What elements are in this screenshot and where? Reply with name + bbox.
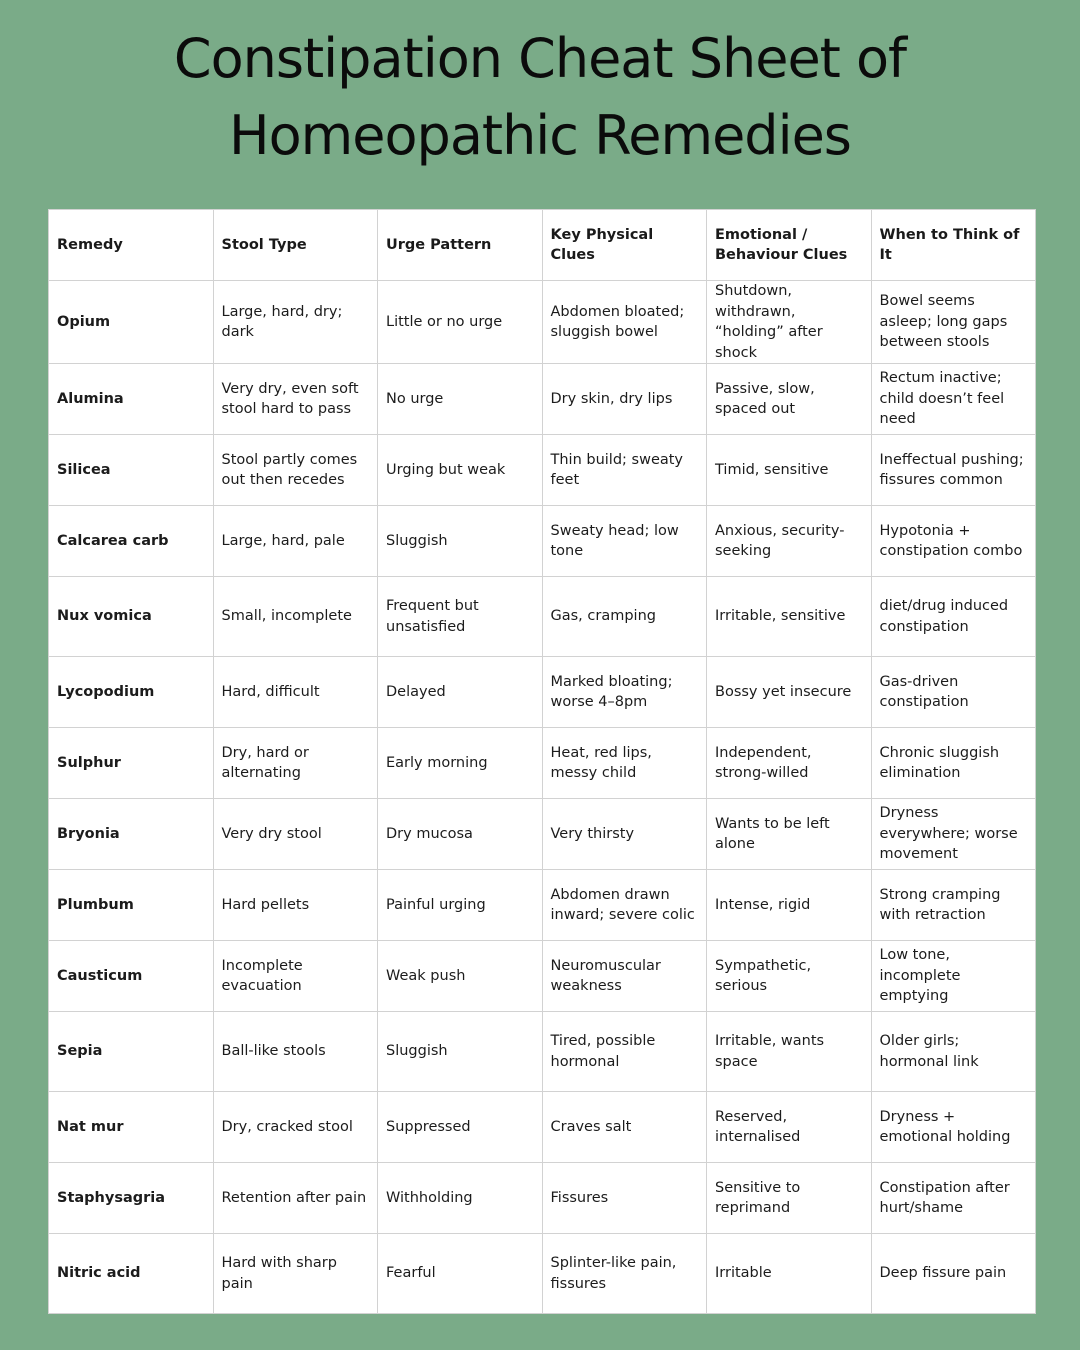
- physical-clues-cell: Heat, red lips, messy child: [542, 728, 707, 799]
- when-to-think-cell: Constipation after hurt/shame: [871, 1163, 1036, 1234]
- when-to-think-cell: Bowel seems asleep; long gaps between stools: [871, 281, 1036, 364]
- stool-type-cell: Hard, difficult: [213, 657, 378, 728]
- remedies-table-container: [48, 209, 1035, 1292]
- stool-type-cell: Very dry, even soft stool hard to pass: [213, 364, 378, 435]
- emotional-clues-cell: Bossy yet insecure: [707, 657, 872, 728]
- stool-type-cell: Very dry stool: [213, 799, 378, 870]
- when-to-think-cell: diet/drug induced constipation: [871, 577, 1036, 657]
- page-title: [0, 20, 1080, 174]
- urge-pattern-cell: Weak push: [378, 941, 543, 1012]
- physical-clues-cell: Sweaty head; low tone: [542, 506, 707, 577]
- table-row: [49, 657, 1036, 728]
- emotional-clues-cell: Sensitive to reprimand: [707, 1163, 872, 1234]
- when-to-think-cell: Hypotonia + constipation combo: [871, 506, 1036, 577]
- stool-type-cell: Large, hard, dry; dark: [213, 281, 378, 364]
- emotional-clues-cell: Intense, rigid: [707, 870, 872, 941]
- remedy-cell: Calcarea carb: [49, 506, 214, 577]
- remedies-table: [48, 209, 1036, 1314]
- emotional-clues-cell: Independent, strong-willed: [707, 728, 872, 799]
- urge-pattern-cell: Suppressed: [378, 1092, 543, 1163]
- physical-clues-cell: Tired, possible hormonal: [542, 1012, 707, 1092]
- remedy-cell: Nux vomica: [49, 577, 214, 657]
- physical-clues-cell: Fissures: [542, 1163, 707, 1234]
- urge-pattern-cell: Urging but weak: [378, 435, 543, 506]
- emotional-clues-cell: Shutdown, withdrawn, “holding” after shock: [707, 281, 872, 364]
- table-row: [49, 1234, 1036, 1314]
- table-row: [49, 1092, 1036, 1163]
- emotional-clues-cell: Irritable: [707, 1234, 872, 1314]
- header-stool-type: Stool Type: [213, 210, 378, 281]
- when-to-think-cell: Dryness everywhere; worse movement: [871, 799, 1036, 870]
- header-key-physical-clues: Key Physical Clues: [542, 210, 707, 281]
- stool-type-cell: Retention after pain: [213, 1163, 378, 1234]
- table-row: [49, 941, 1036, 1012]
- emotional-clues-cell: Sympathetic, serious: [707, 941, 872, 1012]
- remedy-cell: Lycopodium: [49, 657, 214, 728]
- remedy-cell: Nat mur: [49, 1092, 214, 1163]
- title-line-1: Constipation Cheat Sheet of: [173, 27, 907, 90]
- physical-clues-cell: Marked bloating; worse 4–8pm: [542, 657, 707, 728]
- when-to-think-cell: Low tone, incomplete emptying: [871, 941, 1036, 1012]
- table-row: [49, 870, 1036, 941]
- emotional-clues-cell: Anxious, security-seeking: [707, 506, 872, 577]
- table-row: [49, 1163, 1036, 1234]
- emotional-clues-cell: Wants to be left alone: [707, 799, 872, 870]
- urge-pattern-cell: Painful urging: [378, 870, 543, 941]
- header-when-to-think: When to Think of It: [871, 210, 1036, 281]
- urge-pattern-cell: Dry mucosa: [378, 799, 543, 870]
- urge-pattern-cell: No urge: [378, 364, 543, 435]
- urge-pattern-cell: Sluggish: [378, 1012, 543, 1092]
- when-to-think-cell: Rectum inactive; child doesn’t feel need: [871, 364, 1036, 435]
- urge-pattern-cell: Delayed: [378, 657, 543, 728]
- emotional-clues-cell: Irritable, sensitive: [707, 577, 872, 657]
- physical-clues-cell: Abdomen drawn inward; severe colic: [542, 870, 707, 941]
- when-to-think-cell: Chronic sluggish elimination: [871, 728, 1036, 799]
- table-row: [49, 364, 1036, 435]
- stool-type-cell: Hard with sharp pain: [213, 1234, 378, 1314]
- remedy-cell: Bryonia: [49, 799, 214, 870]
- stool-type-cell: Ball-like stools: [213, 1012, 378, 1092]
- table-row: [49, 728, 1036, 799]
- remedy-cell: Nitric acid: [49, 1234, 214, 1314]
- urge-pattern-cell: Fearful: [378, 1234, 543, 1314]
- stool-type-cell: Hard pellets: [213, 870, 378, 941]
- physical-clues-cell: Splinter-like pain, fissures: [542, 1234, 707, 1314]
- physical-clues-cell: Gas, cramping: [542, 577, 707, 657]
- remedy-cell: Opium: [49, 281, 214, 364]
- physical-clues-cell: Neuromuscular weakness: [542, 941, 707, 1012]
- title-line-2: Homeopathic Remedies: [229, 104, 851, 167]
- remedy-cell: Silicea: [49, 435, 214, 506]
- urge-pattern-cell: Early morning: [378, 728, 543, 799]
- stool-type-cell: Dry, cracked stool: [213, 1092, 378, 1163]
- stool-type-cell: Incomplete evacuation: [213, 941, 378, 1012]
- table-header-row: [49, 210, 1036, 281]
- when-to-think-cell: Deep fissure pain: [871, 1234, 1036, 1314]
- when-to-think-cell: Older girls; hormonal link: [871, 1012, 1036, 1092]
- remedy-cell: Alumina: [49, 364, 214, 435]
- when-to-think-cell: Dryness + emotional holding: [871, 1092, 1036, 1163]
- physical-clues-cell: Abdomen bloated; sluggish bowel: [542, 281, 707, 364]
- table-row: [49, 281, 1036, 364]
- remedy-cell: Sulphur: [49, 728, 214, 799]
- remedy-cell: Staphysagria: [49, 1163, 214, 1234]
- header-remedy: Remedy: [49, 210, 214, 281]
- remedy-cell: Causticum: [49, 941, 214, 1012]
- when-to-think-cell: Strong cramping with retraction: [871, 870, 1036, 941]
- physical-clues-cell: Dry skin, dry lips: [542, 364, 707, 435]
- table-row: [49, 799, 1036, 870]
- urge-pattern-cell: Frequent but unsatisfied: [378, 577, 543, 657]
- remedy-cell: Plumbum: [49, 870, 214, 941]
- when-to-think-cell: Ineffectual pushing; fissures common: [871, 435, 1036, 506]
- urge-pattern-cell: Sluggish: [378, 506, 543, 577]
- table-row: [49, 577, 1036, 657]
- urge-pattern-cell: Withholding: [378, 1163, 543, 1234]
- remedy-cell: Sepia: [49, 1012, 214, 1092]
- physical-clues-cell: Craves salt: [542, 1092, 707, 1163]
- emotional-clues-cell: Timid, sensitive: [707, 435, 872, 506]
- header-urge-pattern: Urge Pattern: [378, 210, 543, 281]
- stool-type-cell: Large, hard, pale: [213, 506, 378, 577]
- stool-type-cell: Small, incomplete: [213, 577, 378, 657]
- urge-pattern-cell: Little or no urge: [378, 281, 543, 364]
- emotional-clues-cell: Passive, slow, spaced out: [707, 364, 872, 435]
- header-emotional-behaviour-clues: Emotional / Behaviour Clues: [707, 210, 872, 281]
- physical-clues-cell: Thin build; sweaty feet: [542, 435, 707, 506]
- emotional-clues-cell: Reserved, internalised: [707, 1092, 872, 1163]
- when-to-think-cell: Gas-driven constipation: [871, 657, 1036, 728]
- table-row: [49, 506, 1036, 577]
- stool-type-cell: Dry, hard or alternating: [213, 728, 378, 799]
- table-row: [49, 1012, 1036, 1092]
- table-row: [49, 435, 1036, 506]
- physical-clues-cell: Very thirsty: [542, 799, 707, 870]
- emotional-clues-cell: Irritable, wants space: [707, 1012, 872, 1092]
- stool-type-cell: Stool partly comes out then recedes: [213, 435, 378, 506]
